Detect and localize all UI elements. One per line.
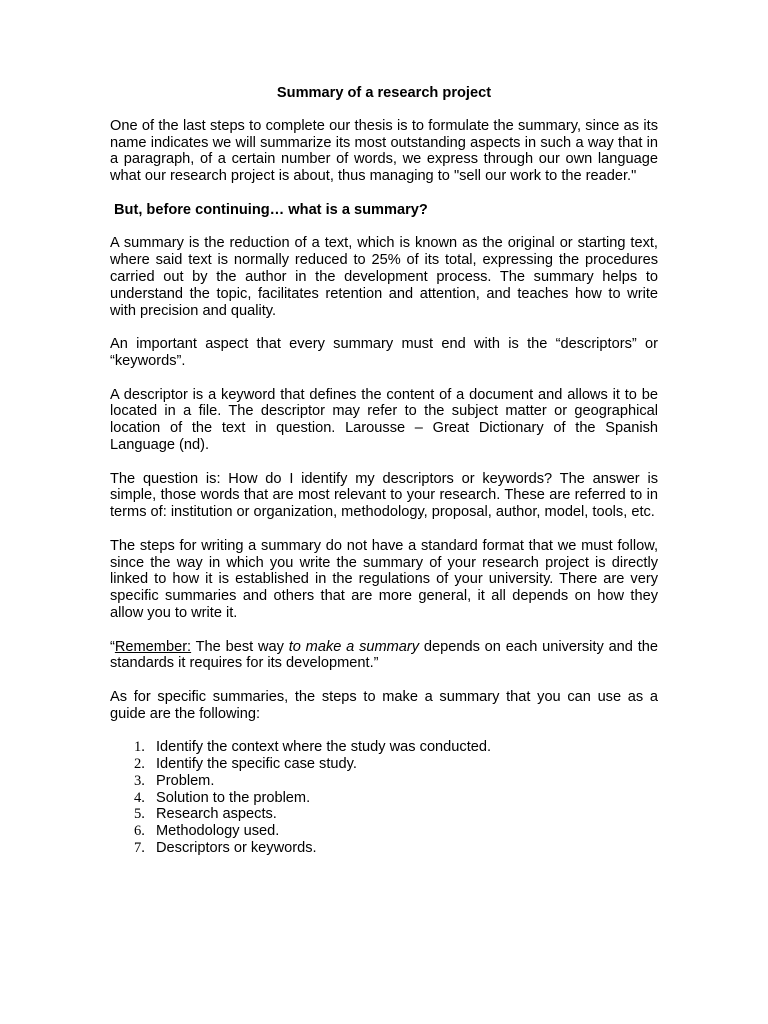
list-item	[134, 840, 658, 857]
document-title: Summary of a research project	[276, 85, 492, 101]
remember-text-after: depends on each university and the standards it requires for its development.”	[110, 638, 658, 672]
list-item	[134, 823, 658, 840]
paragraph-descriptor-definition: A descriptor is a keyword that defines the content of a document and allows it to be located in a file. The descriptor may refer to the subject matter or geographical location of the text in question. Larousse – Great Dictionary of the Spanish Language (nd).	[110, 386, 658, 453]
paragraph-steps-format: The steps for writing a summary do not have a standard format that we must follow, since the way in which you write the summary of your research project is directly linked to how it is established in the regulations of your university. There are very specific summaries and others that are more general, it all depends on how they allow you to write it.	[110, 537, 658, 621]
list-item-number: 7.	[134, 840, 145, 857]
paragraph-definition: A summary is the reduction of a text, which is known as the original or starting text, where said text is normally reduced to 25% of its total, expressing the procedures carried out by the author in the development process. The summary helps to understand the topic, facilitates retention and attention, and teaches how to write with precision and quality.	[110, 235, 658, 319]
list-item-number: 3.	[134, 772, 145, 789]
intro-paragraph: One of the last steps to complete our thesis is to formulate the summary, since as its name indicates we will summarize its most outstanding aspects in such a way that in a paragraph, of a certain number of words, we express through our own language what our research project is about, thus managing to "sell our work to the reader."	[110, 117, 658, 185]
remember-note	[110, 639, 658, 673]
list-item-text: Descriptors or keywords.	[156, 840, 317, 857]
section-subheading: But, before continuing… what is a summary?	[114, 201, 428, 218]
list-item	[134, 806, 658, 823]
steps-list	[110, 739, 658, 857]
list-item	[134, 756, 658, 773]
list-item-text: Problem.	[156, 772, 215, 789]
list-item-number: 1.	[134, 739, 145, 756]
remember-text-before: The best way	[191, 638, 289, 655]
list-item-text: Methodology used.	[156, 823, 280, 840]
list-item-number: 4.	[134, 789, 145, 806]
list-item-number: 6.	[134, 823, 145, 840]
list-item-text: Identify the context where the study was conducted.	[156, 739, 492, 756]
remember-emphasis: to make a summary	[288, 638, 420, 655]
list-item-text: Solution to the problem.	[156, 789, 311, 806]
paragraph-identify-keywords: The question is: How do I identify my descriptors or keywords? The answer is simple, those words that are most relevant to your research. These are referred to in terms of: institution or organization, methodology, proposal, author, model, tools, etc.	[110, 470, 658, 521]
paragraph-descriptors-intro: An important aspect that every summary must end with is the “descriptors” or “keywords”.	[110, 336, 658, 369]
list-item-number: 2.	[134, 756, 145, 773]
list-item	[134, 773, 658, 790]
list-item	[134, 739, 658, 756]
steps-intro: As for specific summaries, the steps to make a summary that you can use as a guide are the following:	[110, 688, 658, 722]
remember-open-quote: “	[110, 638, 115, 655]
list-item-number: 5.	[134, 806, 145, 823]
list-item	[134, 790, 658, 807]
list-item-text: Identify the specific case study.	[156, 756, 357, 773]
remember-label: Remember:	[114, 638, 192, 655]
document-page	[110, 85, 658, 857]
list-item-text: Research aspects.	[156, 806, 277, 823]
